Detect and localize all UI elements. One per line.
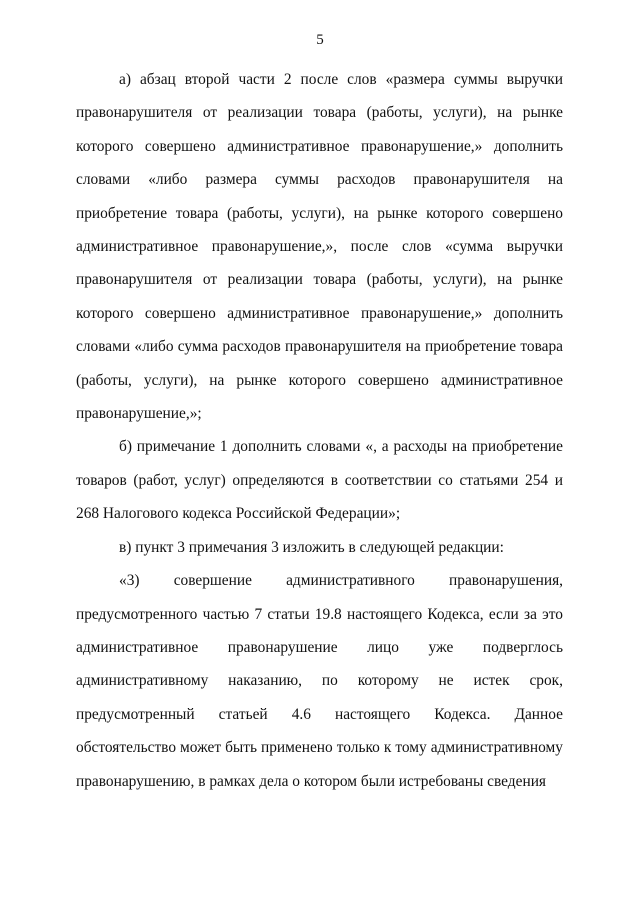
- page-number: 5: [316, 32, 324, 48]
- paragraph-v: в) пункт 3 примечания 3 изложить в следующей редакции:: [119, 538, 504, 556]
- paragraph-item-3: «3) совершение административного правонарушения, предусмотренного частью 7 статьи 19.8 настоящего Кодекса, если за это административное правонарушение лицо уже подверглось административному наказанию, по которому не истек срок, предусмотренный статьей 4.6 настоящего Кодекса. Данное обстоятельство может быть применено только к тому административному правонарушению, в рамках дела о котором были истребованы сведения: [76, 572, 563, 790]
- paragraph-a: а) абзац второй части 2 после слов «размера суммы выручки правонарушителя от реализации товара (работы, услуги), на рынке которого совершено административное правонарушение,» дополнить словами «либо размера суммы расходов правонарушителя на приобретение товара (работы, услуги), на рынке которого совершено административное правонарушение,», после слов «сумма выручки правонарушителя от реализации товара (работы, услуги), на рынке которого совершено административное правонарушение,» дополнить словами «либо сумма расходов правонарушителя на приобретение товара (работы, услуги), на рынке которого совершено административное правонарушение,»;: [76, 71, 563, 423]
- document-body: [76, 63, 563, 798]
- paragraph-b: б) примечание 1 дополнить словами «, а расходы на приобретение товаров (работ, услуг) определяются в соответствии со статьями 254 и 268 Налогового кодекса Российской Федерации»;: [76, 438, 563, 523]
